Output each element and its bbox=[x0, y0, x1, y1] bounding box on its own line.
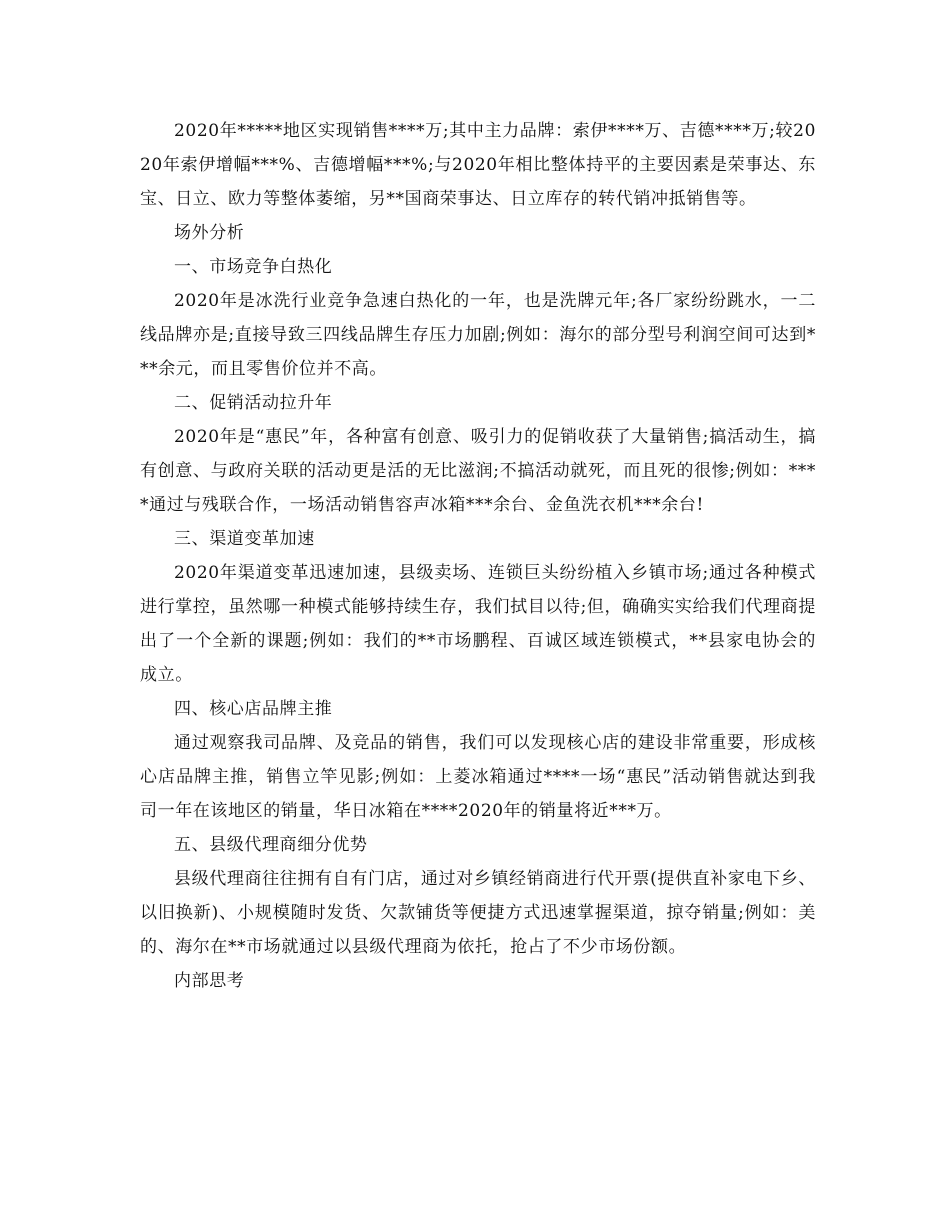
heading-section-5: 五、县级代理商细分优势 bbox=[174, 835, 368, 855]
heading-section-3: 三、渠道变革加速 bbox=[174, 529, 315, 549]
heading-section-4: 四、核心店品牌主推 bbox=[174, 699, 333, 719]
heading-external-analysis: 场外分析 bbox=[174, 223, 245, 243]
heading-internal-thinking: 内部思考 bbox=[174, 971, 245, 991]
document-body bbox=[140, 114, 816, 998]
heading-section-1: 一、市场竞争白热化 bbox=[174, 257, 333, 277]
paragraph-section-5: 县级代理商往往拥有自有门店，通过对乡镇经销商进行代开票(提供直补家电下乡、以旧换新)、小规模随时发货、欠款铺货等便捷方式迅速掌握渠道，掠夺销量;例如：美的、海尔在**市场就通过以县级代理商为依托，抢占了不少市场份额。 bbox=[140, 869, 816, 957]
paragraph-section-3: 2020年渠道变革迅速加速，县级卖场、连锁巨头纷纷植入乡镇市场;通过各种模式进行掌控，虽然哪一种模式能够持续生存，我们拭目以待;但，确确实实给我们代理商提出了一个全新的课题;例如：我们的**市场鹏程、百诚区域连锁模式，**县家电协会的成立。 bbox=[140, 563, 816, 685]
paragraph-sales-summary: 2020年*****地区实现销售****万;其中主力品牌：索伊****万、吉德****万;较2020年索伊增幅***%、吉德增幅***%;与2020年相比整体持平的主要因素是荣事达、东宝、日立、欧力等整体萎缩，另**国商荣事达、日立库存的转代销冲抵销售等。 bbox=[140, 121, 816, 209]
paragraph-section-1: 2020年是冰洗行业竞争急速白热化的一年，也是洗牌元年;各厂家纷纷跳水，一二线品牌亦是;直接导致三四线品牌生存压力加剧;例如：海尔的部分型号利润空间可达到***余元，而且零售价位并不高。 bbox=[140, 291, 816, 379]
heading-section-2: 二、促销活动拉升年 bbox=[174, 393, 333, 413]
paragraph-section-4: 通过观察我司品牌、及竞品的销售，我们可以发现核心店的建设非常重要，形成核心店品牌主推，销售立竿见影;例如：上菱冰箱通过****一场“惠民”活动销售就达到我司一年在该地区的销量，华日冰箱在****2020年的销量将近***万。 bbox=[140, 733, 816, 821]
paragraph-section-2: 2020年是“惠民”年，各种富有创意、吸引力的促销收获了大量销售;搞活动生，搞有创意、与政府关联的活动更是活的无比滋润;不搞活动就死，而且死的很惨;例如：****通过与残联合作，一场活动销售容声冰箱***余台、金鱼洗衣机***余台! bbox=[140, 427, 816, 515]
